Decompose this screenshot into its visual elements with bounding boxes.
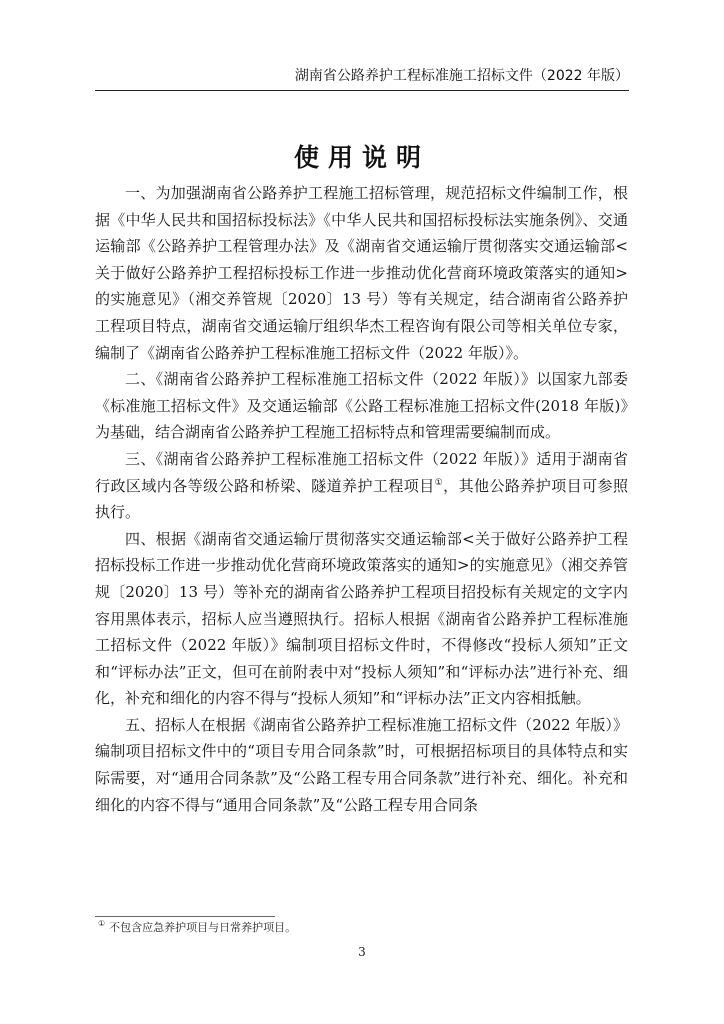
body-text <box>95 180 628 818</box>
paragraph-5: 五、招标人在根据《湖南省公路养护工程标准施工招标文件（2022 年版）》编制项目招标文件中的“项目专用合同条款”时，可根据招标项目的具体特点和实际需要，对“通用合同条款”及“公路工程专用合同条款”进行补充、细化。补充和细化的内容不得与“通用合同条款”及“公路工程专用合同条 <box>95 715 628 814</box>
paragraph-4: 四、根据《湖南省交通运输厅贯彻落实交通运输部<关于做好公路养护工程招标投标工作进一步推动优化营商环境政策落实的通知>的实施意见》（湘交养管规〔2020〕13 号）等补充的湖南省公路养护工程项目招投标有关规定的文字内容用黑体表示，招标人应当遵照执行。招标人根据《湖南省公路养护工程标准施工招标文件（2022 年版）》编制项目招标文件时，不得修改“投标人须知”正文和“评标办法”正文，但可在前附表中对“投标人须知”和“评标办法”进行补充、细化，补充和细化的内容不得与“投标人须知”和“评标办法”正文内容相抵触。 <box>95 529 628 708</box>
page-number: 3 <box>358 945 366 959</box>
footnote-divider <box>95 916 275 917</box>
footnote-text: 不包含应急养护项目与日常养护项目。 <box>109 921 297 934</box>
paragraph-1: 一、为加强湖南省公路养护工程施工招标管理，规范招标文件编制工作，根据《中华人民共和国招标投标法》《中华人民共和国招标投标法实施条例》、交通运输部《公路养护工程管理办法》及《湖南省交通运输厅贯彻落实交通运输部<关于做好公路养护工程招标投标工作进一步推动优化营商环境政策落实的通知>的实施意见》（湘交养管规〔2020〕13 号）等有关规定，结合湖南省公路养护工程项目特点，湖南省交通运输厅组织华杰工程咨询有限公司等相关单位专家，编制了《湖南省公路养护工程标准施工招标文件（2022 年版）》。 <box>95 184 628 362</box>
paragraph-2: 二、《湖南省公路养护工程标准施工招标文件（2022 年版）》以国家九部委《标准施工招标文件》及交通运输部《公路工程标准施工招标文件(2018 年版)》为基础，结合湖南省公路养护工程施工招标特点和管理需要编制而成。 <box>95 370 628 442</box>
footnote <box>98 920 296 936</box>
paragraph-3-text-after: ，其他公路养护项目可参照执行。 <box>95 476 628 522</box>
paragraph-3-text-before: 三、《湖南省公路养护工程标准施工招标文件（2022 年版）》适用于湖南省行政区域内各等级公路和桥梁、隧道养护工程项目 <box>95 449 628 495</box>
paragraph-3 <box>95 446 628 526</box>
footnote-reference: ① <box>434 477 444 488</box>
running-header: 湖南省公路养护工程标准施工招标文件（2022 年版） <box>95 64 629 91</box>
page-title: 使用说明 <box>293 143 430 172</box>
footnote-mark: ① <box>98 919 106 929</box>
